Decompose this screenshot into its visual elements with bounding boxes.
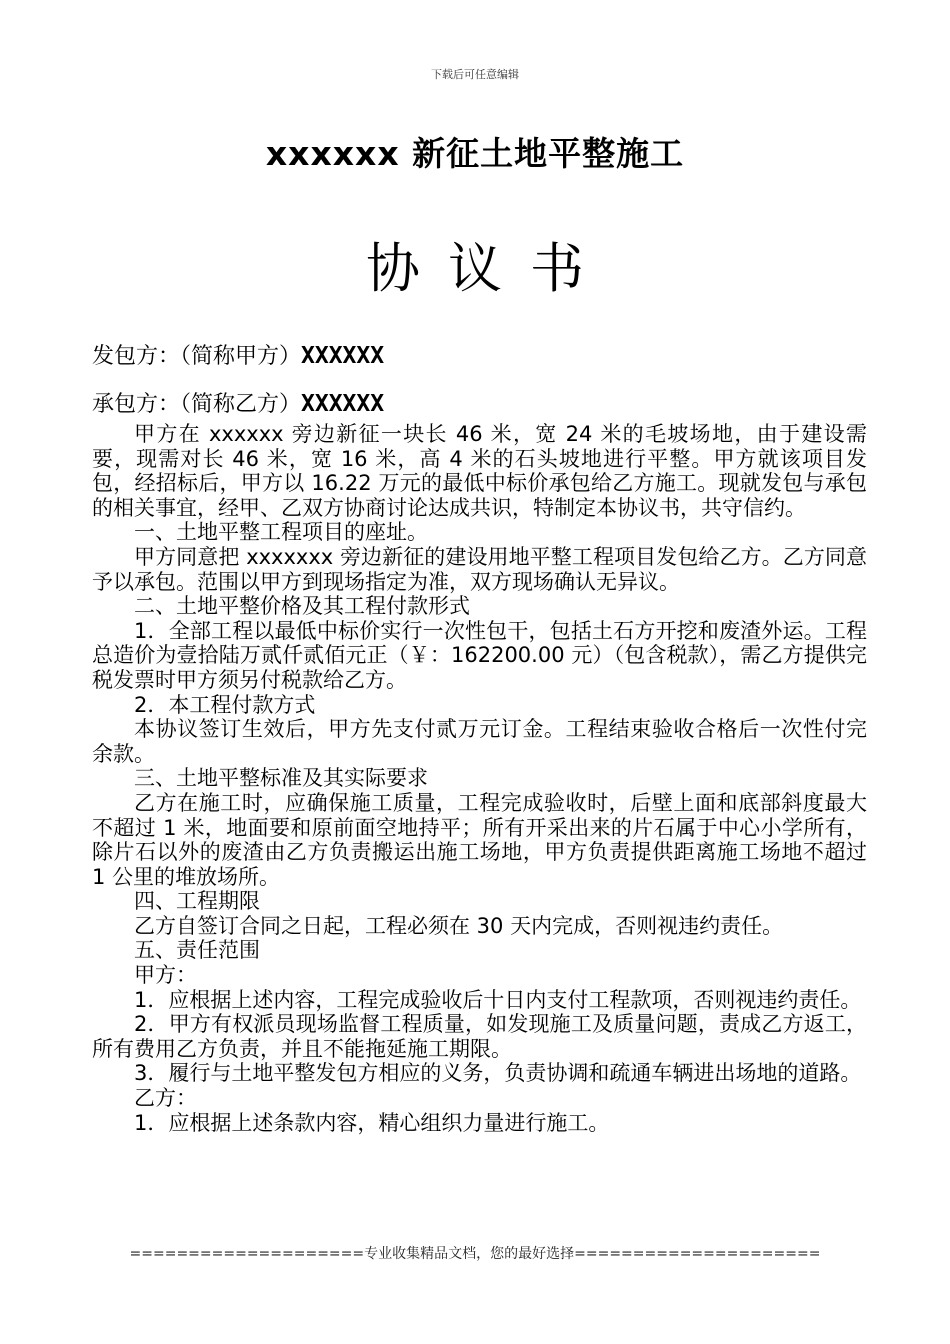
party-b-line: [92, 387, 384, 418]
paragraph: 本协议签订生效后，甲方先支付贰万元订金。工程结束验收合格后一次性付完余款。: [92, 717, 867, 766]
agreement-body: [92, 422, 867, 1135]
paragraph: 3．履行与土地平整发包方相应的义务，负责协调和疏通车辆进出场地的道路。: [134, 1061, 862, 1086]
party-a-name: XXXXXX: [301, 343, 385, 369]
paragraph: 1．全部工程以最低中标价实行一次性包干，包括土石方开挖和废渣外运。工程总造价为壹拾陆万贰仟贰佰元正（￥：162200.00 元）（包含税款），需乙方提供完税发票时甲方须另付税款给乙方。: [92, 618, 867, 692]
section-heading: 三、土地平整标准及其实际要求: [134, 766, 428, 791]
paragraph: 1．应根据上述条款内容，精心组织力量进行施工。: [134, 1110, 610, 1135]
section-heading: 五、责任范围: [134, 938, 260, 963]
section-heading: 二、土地平整价格及其工程付款形式: [134, 594, 470, 619]
paragraph: 1．应根据上述内容，工程完成验收后十日内支付工程款项，否则视违约责任。: [134, 987, 862, 1012]
header-note: 下载后可任意编辑: [431, 68, 519, 81]
paragraph: 甲方同意把 xxxxxxx 旁边新征的建设用地平整工程项目发包给乙方。乙方同意予以承包。范围以甲方到现场指定为准，双方现场确认无异议。: [92, 544, 867, 594]
paragraph: 2．本工程付款方式: [134, 692, 316, 717]
paragraph: 乙方在施工时，应确保施工质量，工程完成验收时，后壁上面和底部斜度最大不超过 1 米，地面要和原前面空地持平；所有开采出来的片石属于中心小学所有，除片石以外的废渣由乙方负责搬运出施工场地，甲方负责提供距离施工场地不超过 1 公里的堆放场所。: [92, 790, 867, 889]
party-a-label: 发包方：（简称甲方）: [92, 344, 302, 369]
document-title: xxxxxx 新征土地平整施工: [265, 134, 685, 173]
paragraph: 2．甲方有权派员现场监督工程质量，如发现施工及质量问题，责成乙方返工，所有费用乙方负责，并且不能拖延施工期限。: [92, 1012, 867, 1061]
section-heading: 一、土地平整工程项目的座址。: [134, 520, 428, 545]
footer-note: ====================专业收集精品文档，您的最好选择=====================: [129, 1246, 821, 1262]
paragraph: 甲方：: [134, 963, 197, 988]
party-a-line: [92, 339, 384, 370]
party-b-name: XXXXXX: [301, 391, 385, 417]
paragraph: 乙方自签订合同之日起，工程必须在 30 天内完成，否则视违约责任。: [134, 913, 784, 938]
paragraph: 甲方在 xxxxxx 旁边新征一块长 46 米，宽 24 米的毛坡场地，由于建设需要，现需对长 46 米，宽 16 米，高 4 米的石头坡地进行平整。甲方就该项目发包，经招标后，甲方以 16.22 万元的最低中标价承包给乙方施工。现就发包与承包的相关事宜，经甲、乙双方协商讨论达成共识，特制定本协议书，共守信约。: [92, 422, 867, 520]
document-subtitle: 协议书: [366, 237, 612, 300]
party-b-label: 承包方：（简称乙方）: [92, 392, 302, 417]
section-heading: 四、工程期限: [134, 889, 260, 914]
paragraph: 乙方：: [134, 1086, 197, 1111]
